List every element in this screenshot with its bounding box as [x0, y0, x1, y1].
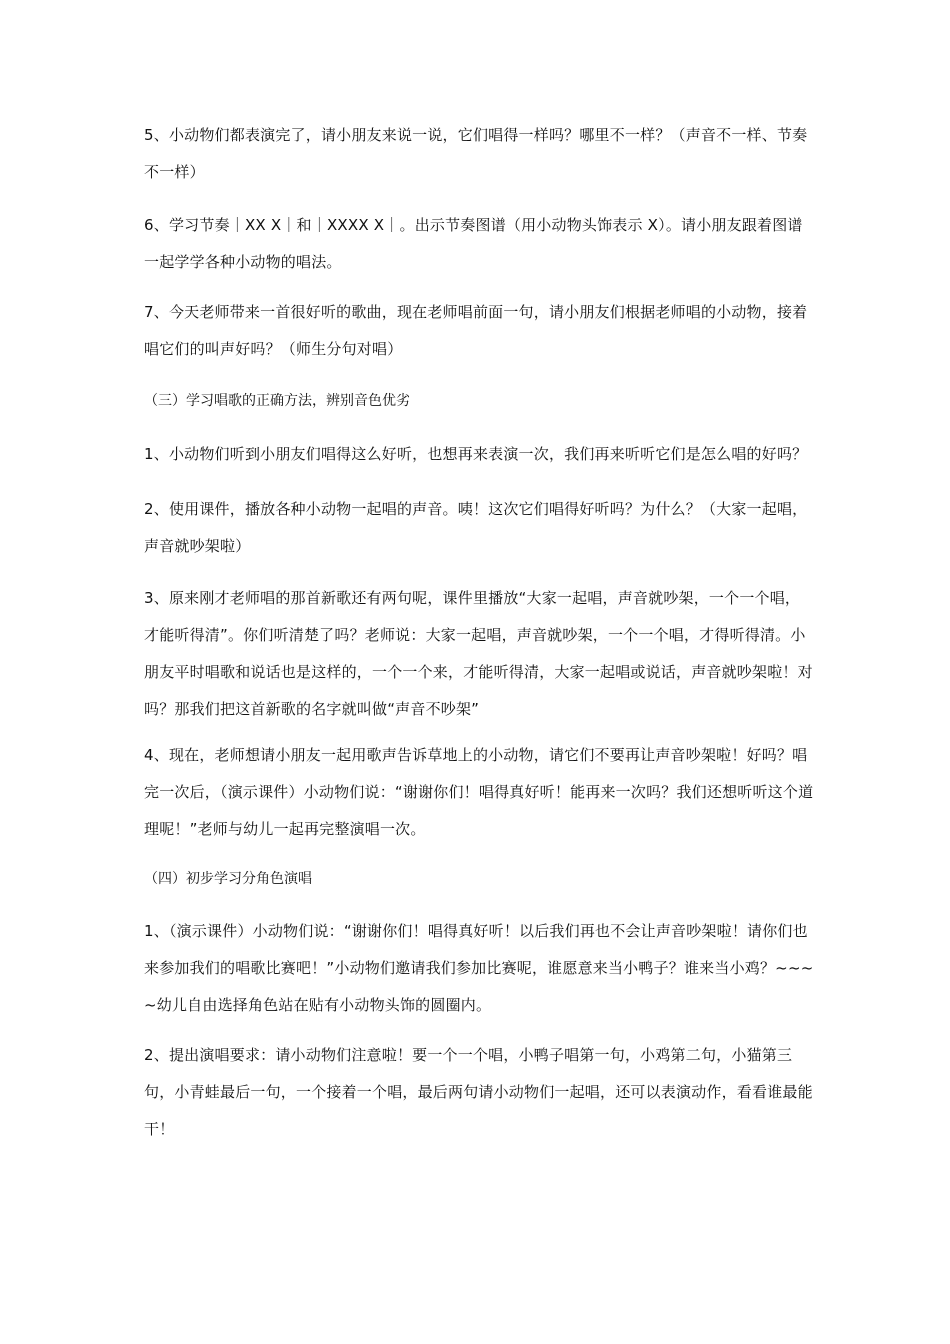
section-heading-4: （四）初步学习分角色演唱	[144, 871, 312, 887]
paragraph-section4-step-1: 1、（演示课件）小动物们说：“谢谢你们！唱得真好听！以后我们再也不会让声音吵架啦！请你们也来参加我们的唱歌比赛吧！”小动物们邀请我们参加比赛呢，谁愿意来当小鸭子？谁来当小鸡？~~~~幼儿自由选择角色站在贴有小动物头饰的圆圈内。	[144, 922, 814, 1014]
paragraph-section3-step-4: 4、现在，老师想请小朋友一起用歌声告诉草地上的小动物，请它们不要再让声音吵架啦！好吗？唱完一次后，（演示课件）小动物们说：“谢谢你们！唱得真好听！能再来一次吗？我们还想听听这个道理呢！”老师与幼儿一起再完整演唱一次。	[144, 746, 814, 838]
paragraph-section3-step-1: 1、小动物们听到小朋友们唱得这么好听，也想再来表演一次，我们再来听听它们是怎么唱的好吗？	[144, 445, 808, 463]
paragraph-step-6: 6、学习节奏｜XX X｜和｜XXXX X｜。出示节奏图谱（用小动物头饰表示 X）。请小朋友跟着图谱一起学学各种小动物的唱法。	[144, 216, 803, 271]
section-heading-3: （三）学习唱歌的正确方法，辨别音色优劣	[144, 393, 410, 409]
paragraph-section3-step-3: 3、原来刚才老师唱的那首新歌还有两句呢，课件里播放“大家一起唱，声音就吵架，一个一个唱，才能听得清”。你们听清楚了吗？老师说：大家一起唱，声音就吵架，一个一个唱，才得听得清。小朋友平时唱歌和说话也是这样的，一个一个来，才能听得清，大家一起唱或说话，声音就吵架啦！对吗？那我们把这首新歌的名字就叫做“声音不吵架”	[144, 589, 813, 718]
paragraph-section3-step-2: 2、使用课件，播放各种小动物一起唱的声音。咦！这次它们唱得好听吗？为什么？（大家一起唱，声音就吵架啦）	[144, 500, 808, 555]
paragraph-section4-step-2: 2、提出演唱要求：请小动物们注意啦！要一个一个唱，小鸭子唱第一句，小鸡第二句，小猫第三句，小青蛙最后一句，一个接着一个唱，最后两句请小动物们一起唱，还可以表演动作，看看谁最能干！	[144, 1046, 813, 1138]
paragraph-step-7: 7、今天老师带来一首很好听的歌曲，现在老师唱前面一句，请小朋友们根据老师唱的小动物，接着唱它们的叫声好吗？（师生分句对唱）	[144, 303, 808, 358]
paragraph-step-5: 5、小动物们都表演完了，请小朋友来说一说，它们唱得一样吗？哪里不一样？（声音不一样、节奏不一样）	[144, 126, 808, 181]
